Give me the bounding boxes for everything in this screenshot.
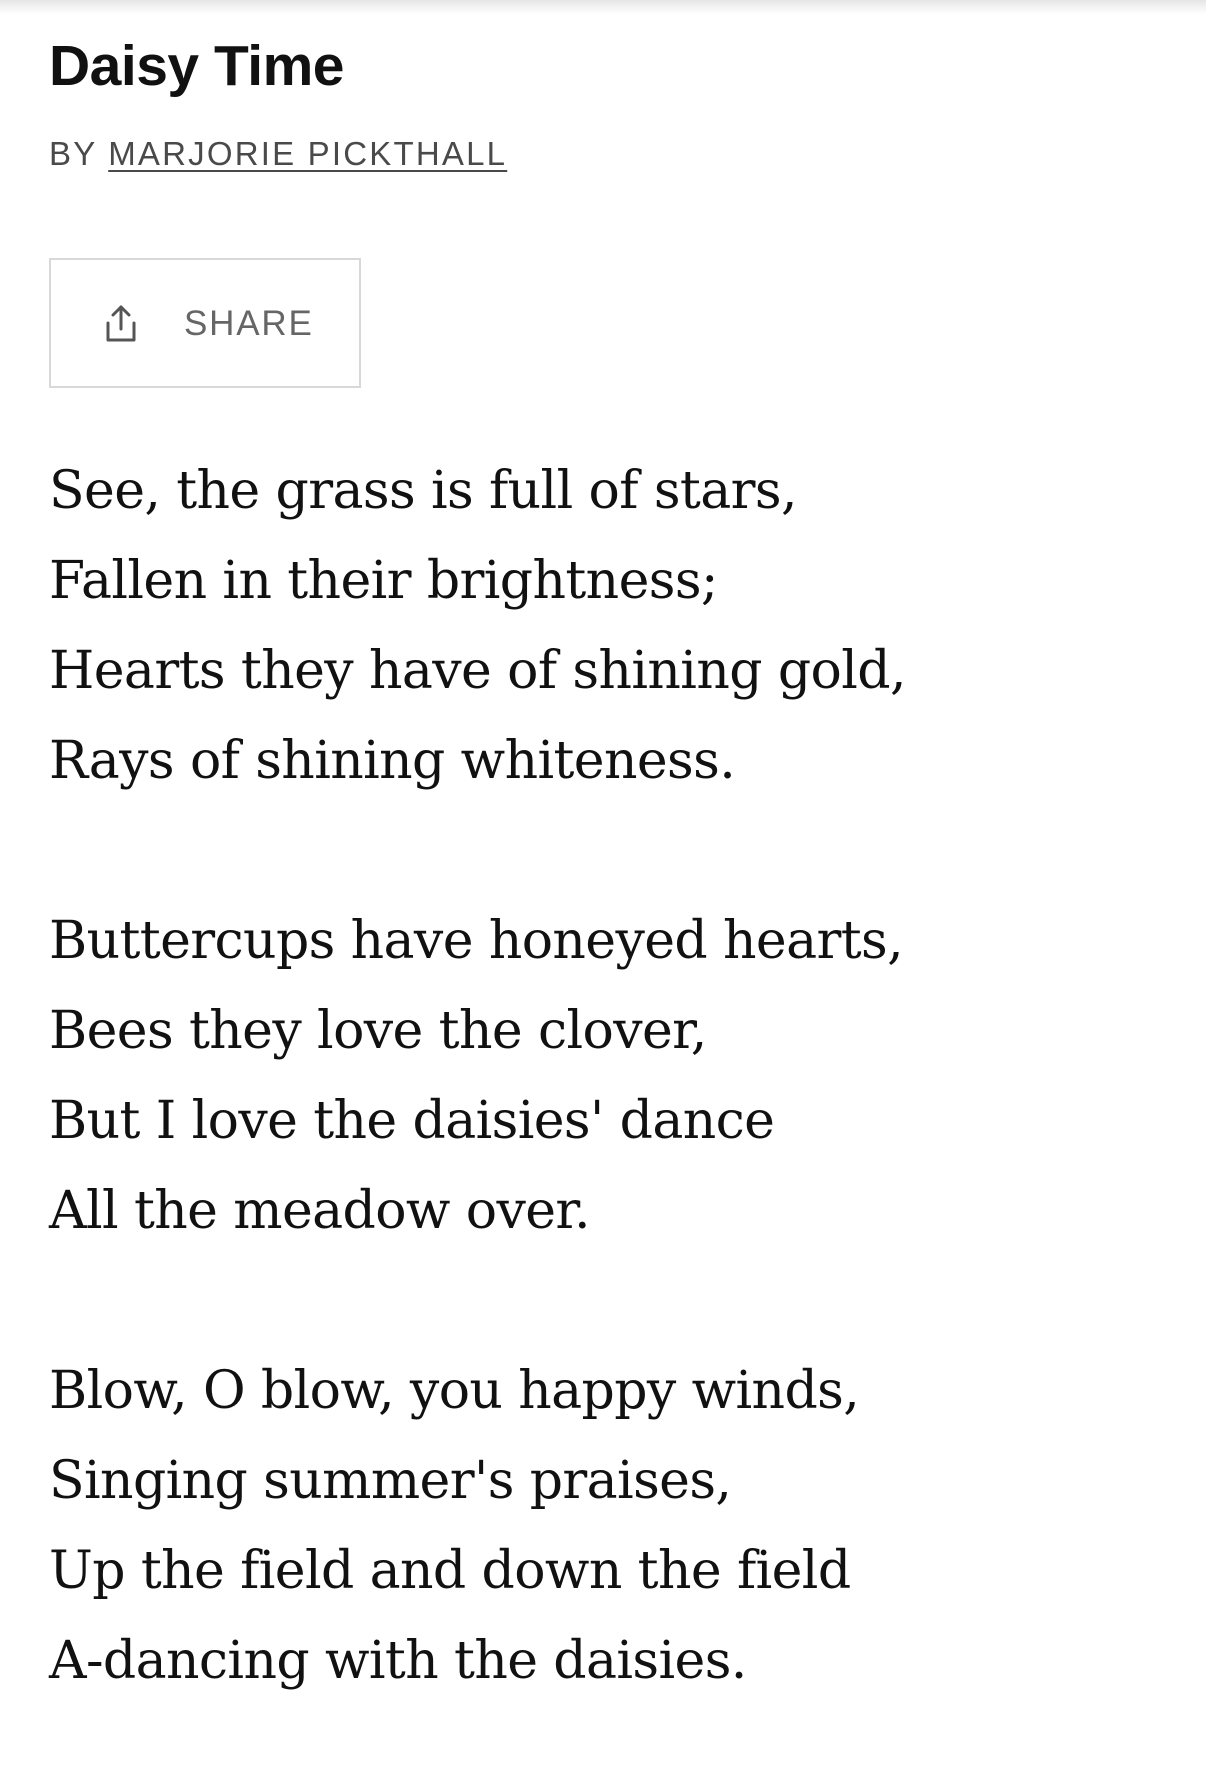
share-label: SHARE	[184, 304, 314, 343]
byline-prefix: BY	[49, 135, 97, 172]
poem-line: Buttercups have honeyed hearts,	[49, 911, 904, 971]
poem-title: Daisy Time	[49, 34, 344, 98]
poem-line: Singing summer's praises,	[49, 1451, 732, 1511]
poem-line: Up the field and down the field	[49, 1541, 851, 1601]
poem-line: Rays of shining whiteness.	[49, 731, 736, 791]
stanza	[49, 896, 906, 1256]
poem-line: Blow, O blow, you happy winds,	[49, 1361, 860, 1421]
poem-body	[49, 446, 906, 1706]
poem-line: Fallen in their brightness;	[49, 551, 718, 611]
poem-line: Bees they love the clover,	[49, 1001, 707, 1061]
top-bar-shadow	[0, 0, 1206, 14]
poem-line: Hearts they have of shining gold,	[49, 641, 906, 701]
poem-line: All the meadow over.	[49, 1181, 590, 1241]
poem-line: But I love the daisies' dance	[49, 1091, 775, 1151]
poem-line: A-dancing with the daisies.	[49, 1631, 747, 1691]
share-upload-icon	[103, 304, 139, 344]
byline	[49, 132, 507, 176]
author-link[interactable]: MARJORIE PICKTHALL	[108, 135, 508, 172]
stanza	[49, 446, 906, 806]
share-button[interactable]	[49, 258, 361, 388]
stanza	[49, 1346, 906, 1706]
poem-line: See, the grass is full of stars,	[49, 461, 797, 521]
